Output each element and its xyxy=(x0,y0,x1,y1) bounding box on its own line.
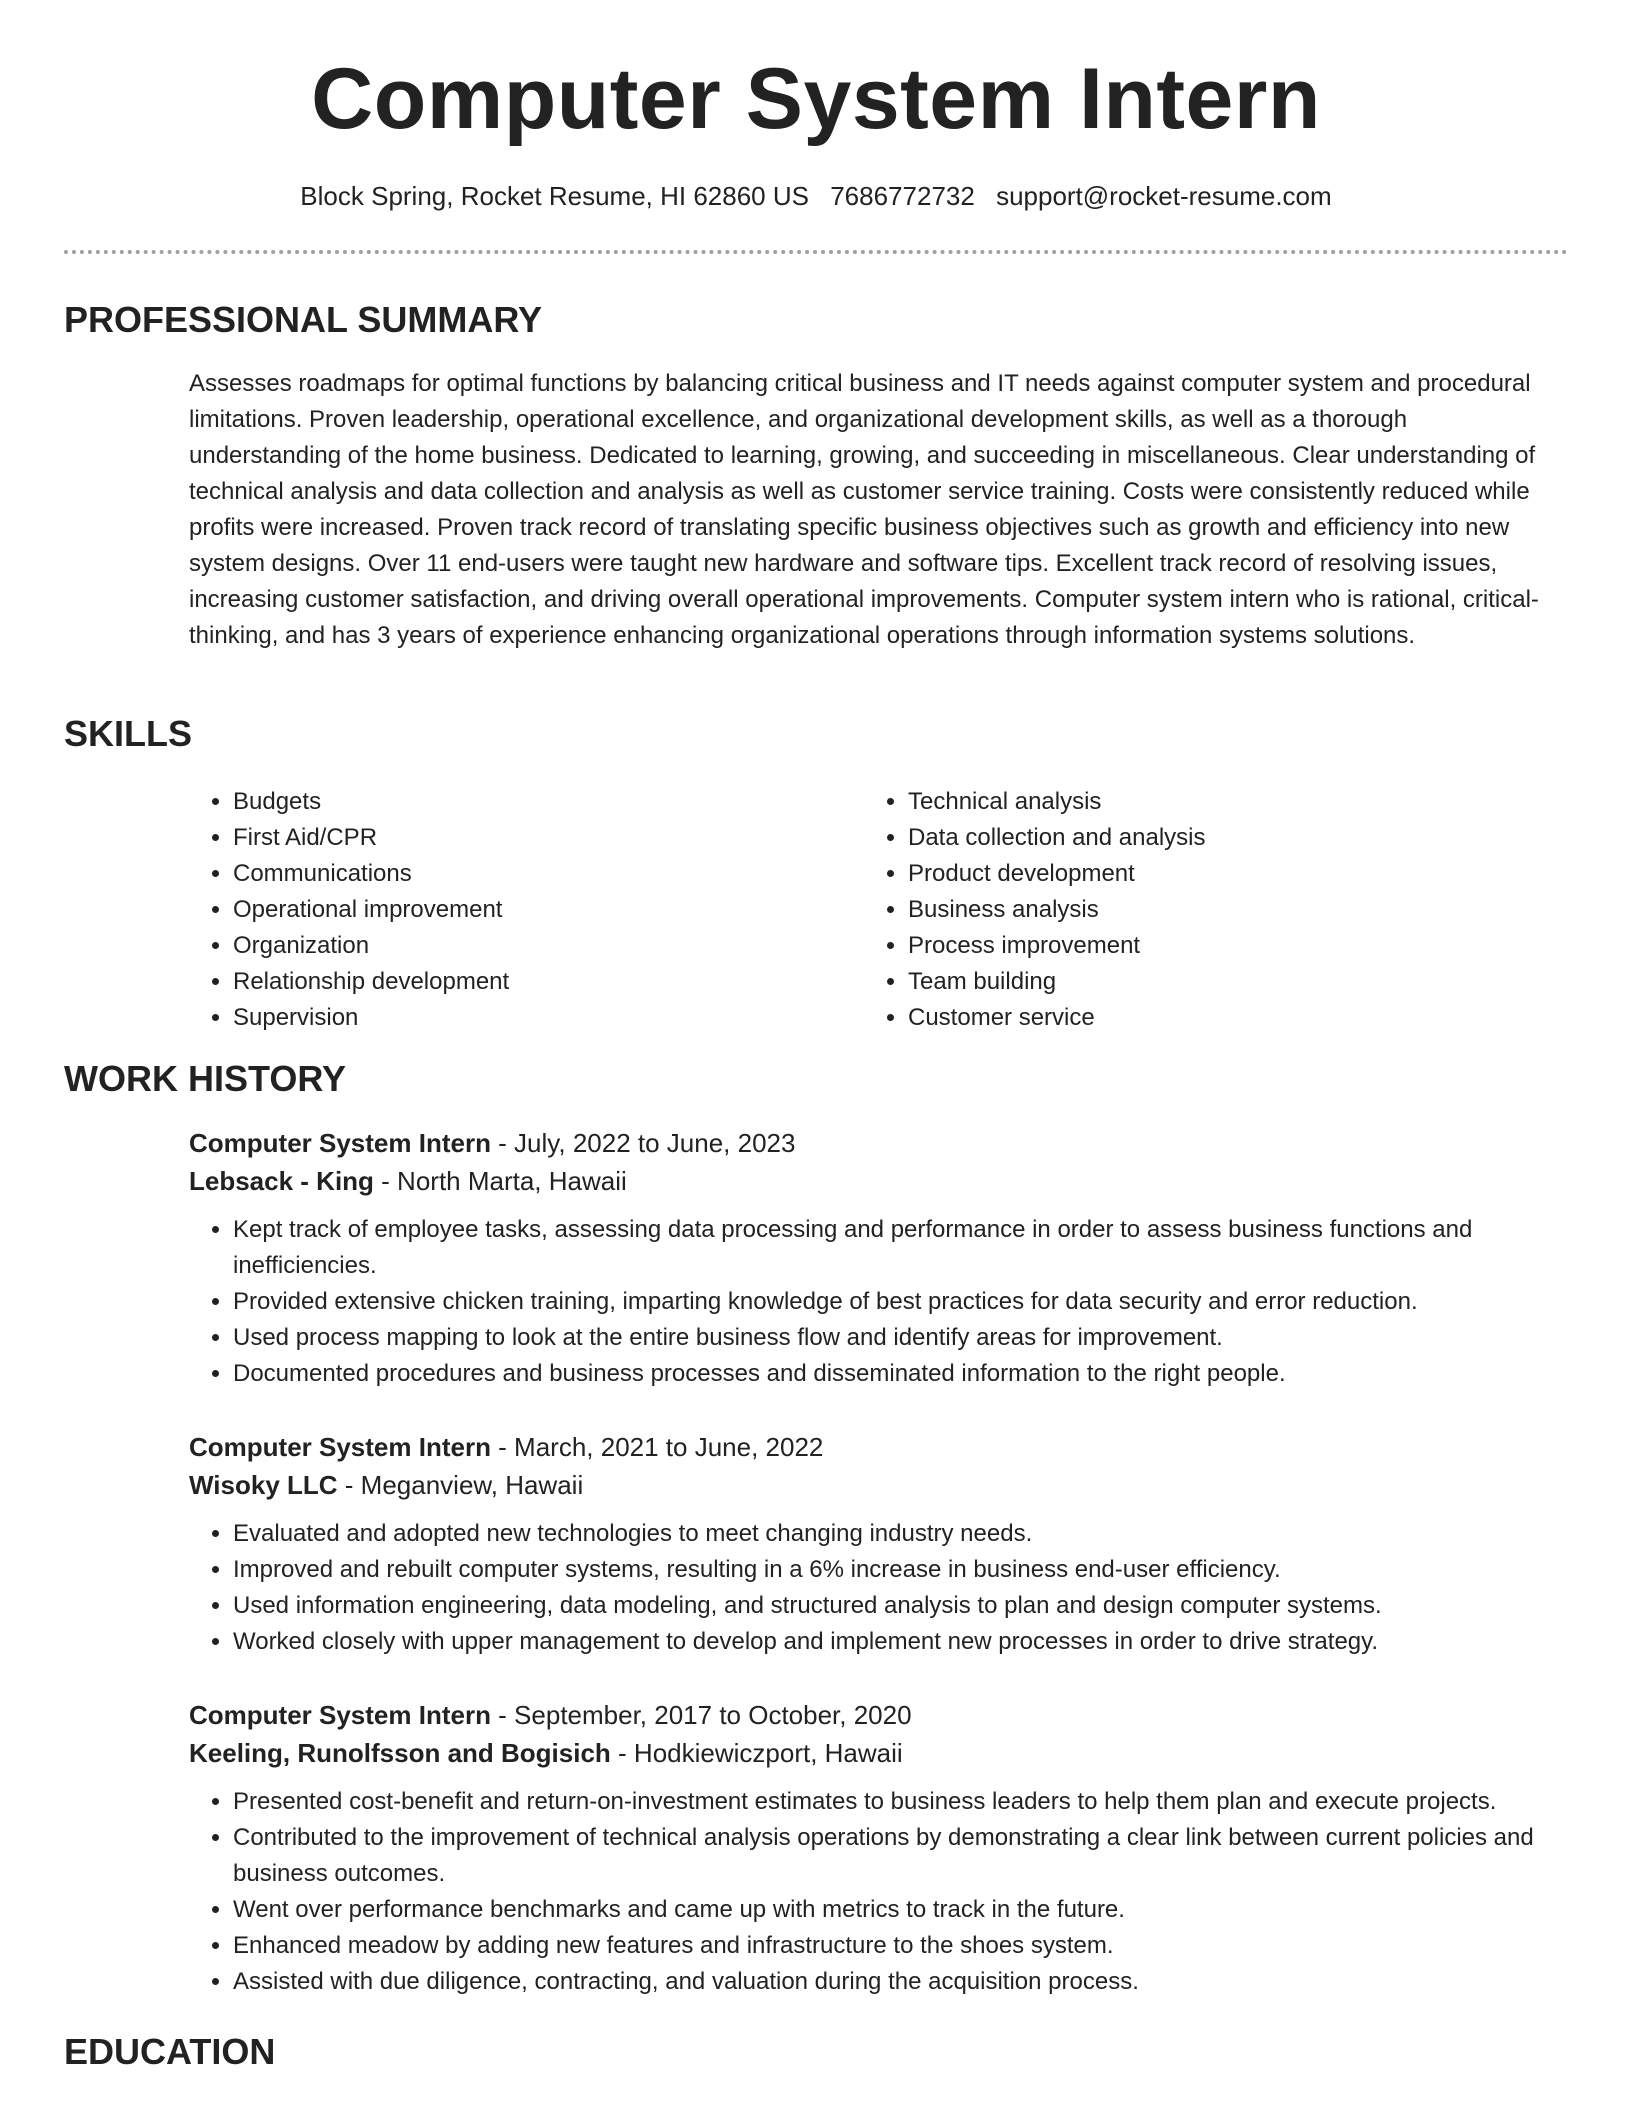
job-dates: - July, 2022 to June, 2023 xyxy=(490,1128,796,1158)
summary-heading: PROFESSIONAL SUMMARY xyxy=(64,299,543,340)
job-bullet: • Assisted with due diligence, contracting, and valuation during the acquisition process. xyxy=(233,1964,1559,2000)
skill-item: • Business analysis xyxy=(908,892,1206,928)
job-company: Keeling, Runolfsson and Bogisich xyxy=(189,1738,611,1768)
job-entry xyxy=(189,1428,1559,1660)
job-bullet: • Contributed to the improvement of technical analysis operations by demonstrating a clear link between current policies and business outcomes. xyxy=(233,1820,1559,1892)
job-title-line xyxy=(189,1696,1559,1734)
job-entry xyxy=(189,1696,1559,2000)
skills-list-right xyxy=(864,784,1206,1036)
job-company-line xyxy=(189,1734,1559,1772)
job-title: Computer System Intern xyxy=(189,1128,491,1158)
job-location: - North Marta, Hawaii xyxy=(373,1166,627,1196)
job-bullet: • Evaluated and adopted new technologies to meet changing industry needs. xyxy=(233,1516,1559,1552)
job-bullet: • Provided extensive chicken training, imparting knowledge of best practices for data security and error reduction. xyxy=(233,1284,1559,1320)
job-bullet: • Documented procedures and business processes and disseminated information to the right people. xyxy=(233,1356,1559,1392)
job-dates: - March, 2021 to June, 2022 xyxy=(490,1432,824,1462)
job-bullet: • Used information engineering, data modeling, and structured analysis to plan and design computer systems. xyxy=(233,1588,1559,1624)
summary-text: Assesses roadmaps for optimal functions by balancing critical business and IT needs against computer system and procedural limitations. Proven leadership, operational excellence, and organizational development skills, as well as a thorough understanding of the home business. Dedicated to learning, growing, and succeeding in miscellaneous. Clear understanding of technical analysis and data collection and analysis as well as customer service training. Costs were consistently reduced while profits were increased. Proven track record of translating specific business objectives such as growth and efficiency into new system designs. Over 11 end-users were taught new hardware and software tips. Excellent track record of resolving issues, increasing customer satisfaction, and driving overall operational improvements. Computer system intern who is rational, critical-thinking, and has 3 years of experience enhancing organizational operations through information systems solutions. xyxy=(189,370,1539,649)
job-title-line xyxy=(189,1124,1559,1162)
skill-item: • Operational improvement xyxy=(233,892,509,928)
job-bullets xyxy=(189,1516,1559,1660)
job-location: - Hodkiewiczport, Hawaii xyxy=(610,1738,903,1768)
education-heading: EDUCATION xyxy=(64,2031,276,2072)
job-location: - Meganview, Hawaii xyxy=(337,1470,584,1500)
job-bullet: • Worked closely with upper management to develop and implement new processes in order to drive strategy. xyxy=(233,1624,1559,1660)
job-dates: - September, 2017 to October, 2020 xyxy=(490,1700,912,1730)
skill-item: • Organization xyxy=(233,928,509,964)
skill-item: • Data collection and analysis xyxy=(908,820,1206,856)
job-title: Computer System Intern xyxy=(189,1700,491,1730)
skill-item: • Budgets xyxy=(233,784,509,820)
skill-item: • Customer service xyxy=(908,1000,1206,1036)
job-bullets xyxy=(189,1212,1559,1392)
skill-item: • Process improvement xyxy=(908,928,1206,964)
contact-line xyxy=(0,181,1632,212)
job-company: Lebsack - King xyxy=(189,1166,374,1196)
skills-list-left xyxy=(189,784,509,1036)
candidate-name: Computer System Intern xyxy=(311,51,1321,147)
contact-phone: 7686772732 xyxy=(830,181,975,211)
job-bullets xyxy=(189,1784,1559,2000)
skills-heading: SKILLS xyxy=(64,713,193,754)
work-history-heading: WORK HISTORY xyxy=(64,1058,347,1099)
job-title: Computer System Intern xyxy=(189,1432,491,1462)
skill-item: • Technical analysis xyxy=(908,784,1206,820)
job-bullet: • Presented cost-benefit and return-on-investment estimates to business leaders to help them plan and execute projects. xyxy=(233,1784,1559,1820)
contact-email: support@rocket-resume.com xyxy=(996,181,1332,211)
skill-item: • First Aid/CPR xyxy=(233,820,509,856)
job-bullet: • Improved and rebuilt computer systems, resulting in a 6% increase in business end-user efficiency. xyxy=(233,1552,1559,1588)
job-entry xyxy=(189,1124,1559,1392)
job-bullet: • Kept track of employee tasks, assessing data processing and performance in order to assess business functions and inefficiencies. xyxy=(233,1212,1559,1284)
header-divider xyxy=(64,250,1568,254)
skill-item: • Product development xyxy=(908,856,1206,892)
job-bullet: • Enhanced meadow by adding new features and infrastructure to the shoes system. xyxy=(233,1928,1559,1964)
job-company-line xyxy=(189,1162,1559,1200)
job-company: Wisoky LLC xyxy=(189,1470,338,1500)
job-company-line xyxy=(189,1466,1559,1504)
job-bullet: • Used process mapping to look at the entire business flow and identify areas for improvement. xyxy=(233,1320,1559,1356)
skill-item: • Relationship development xyxy=(233,964,509,1000)
job-bullet: • Went over performance benchmarks and came up with metrics to track in the future. xyxy=(233,1892,1559,1928)
skill-item: • Supervision xyxy=(233,1000,509,1036)
skill-item: • Team building xyxy=(908,964,1206,1000)
contact-address: Block Spring, Rocket Resume, HI 62860 US xyxy=(300,181,809,211)
skill-item: • Communications xyxy=(233,856,509,892)
job-title-line xyxy=(189,1428,1559,1466)
